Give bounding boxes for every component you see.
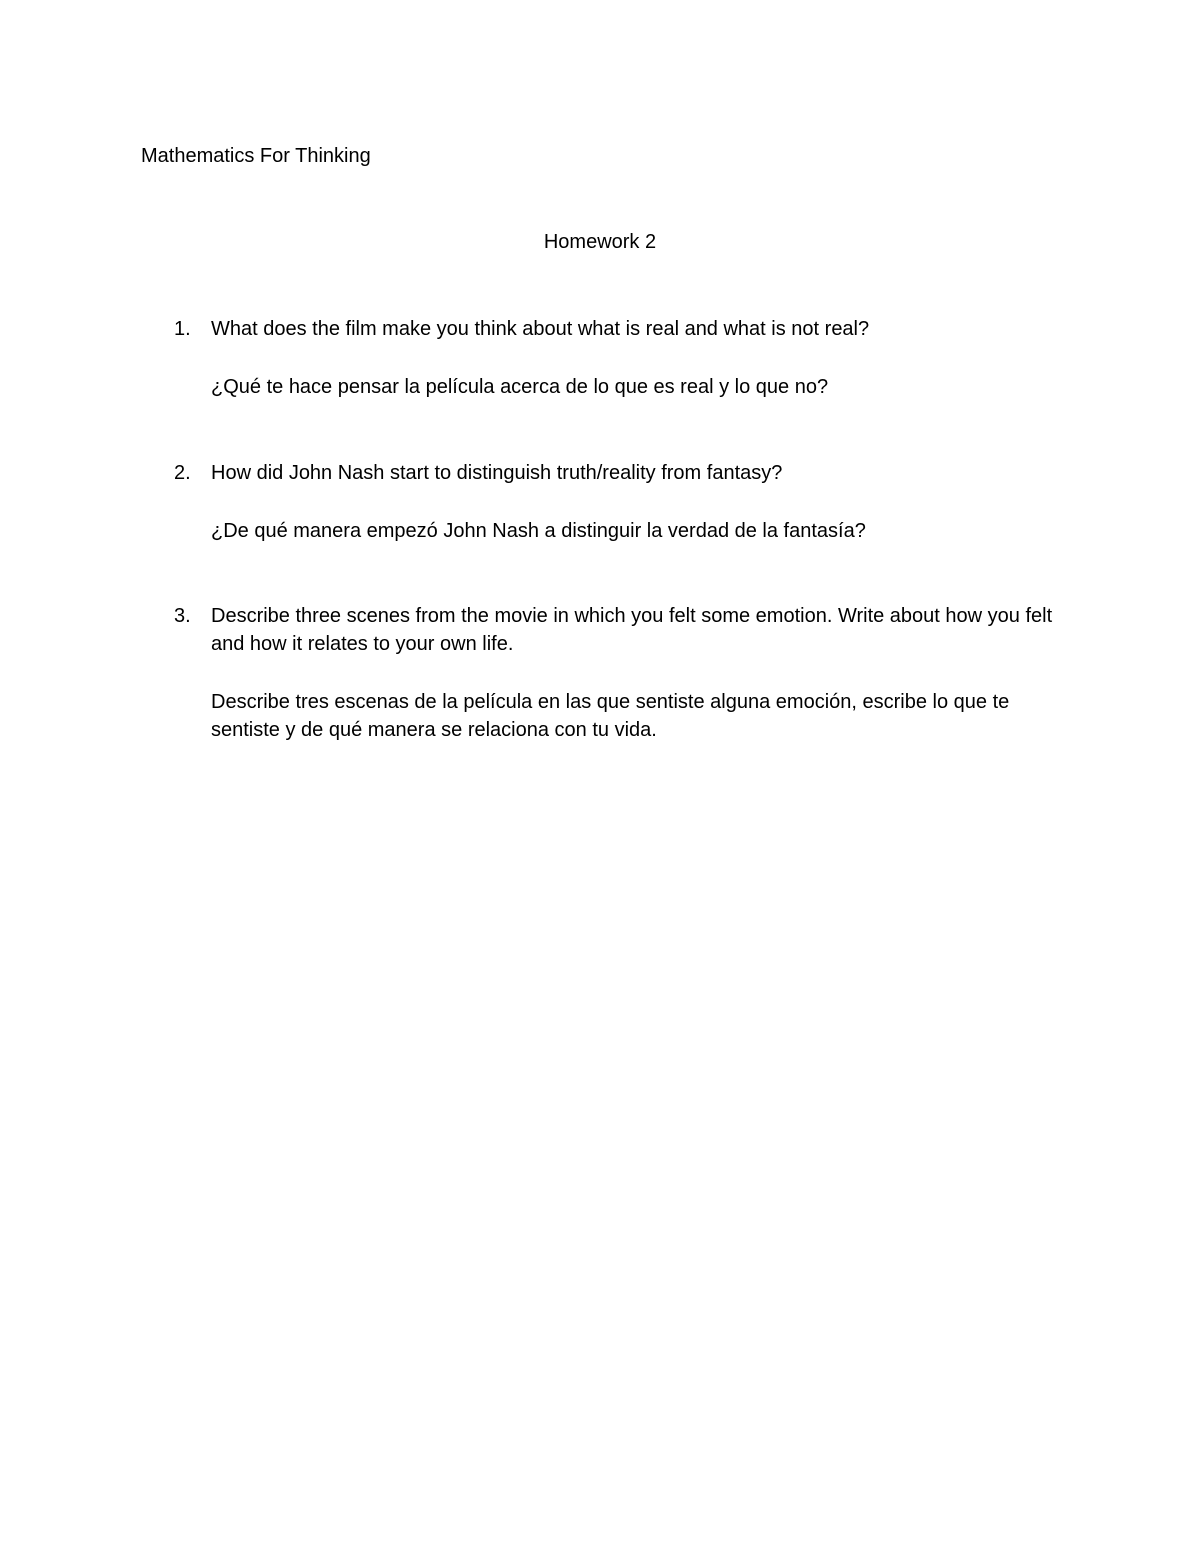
question-spanish-text: ¿Qué te hace pensar la película acerca de lo que es real y lo que no? bbox=[211, 376, 829, 398]
question-english-text: How did John Nash start to distinguish truth/reality from fantasy? bbox=[211, 462, 783, 484]
question-english-text: What does the film make you think about what is real and what is not real? bbox=[211, 318, 870, 340]
question-number: 2. bbox=[174, 462, 191, 484]
question-spanish-text: ¿De qué manera empezó John Nash a distinguir la verdad de la fantasía? bbox=[211, 520, 866, 542]
question-spanish-text: Describe tres escenas de la película en las que sentiste alguna emoción, escribe lo que te sentiste y de qué manera se relaciona con tu vida. bbox=[211, 691, 1010, 741]
question-number: 1. bbox=[174, 318, 191, 340]
question-english-text: Describe three scenes from the movie in which you felt some emotion. Write about how you felt and how it relates to your own life. bbox=[211, 605, 1053, 655]
homework-title: Homework 2 bbox=[543, 231, 657, 253]
question-number: 3. bbox=[174, 605, 191, 627]
course-title: Mathematics For Thinking bbox=[141, 145, 371, 167]
